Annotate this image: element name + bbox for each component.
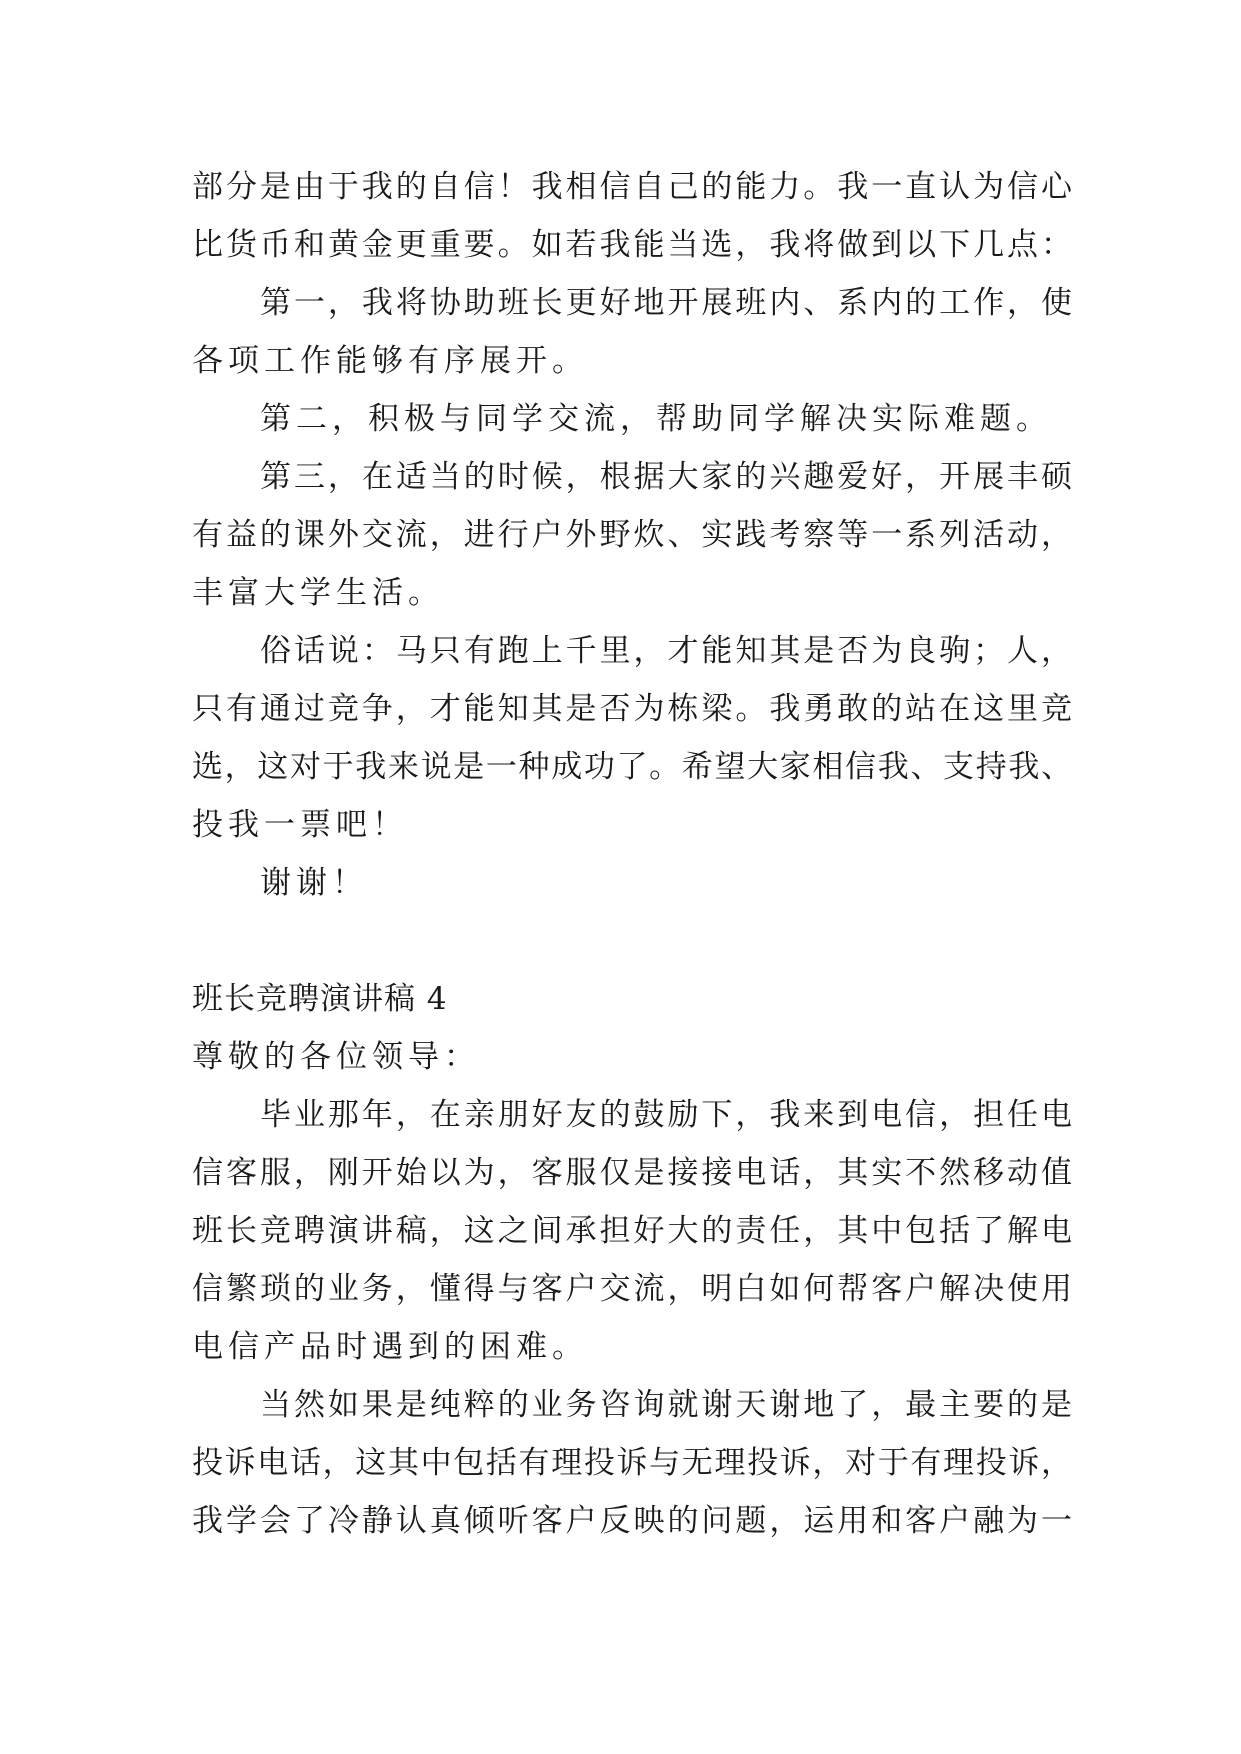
paragraph-self-confidence — [192, 158, 1072, 274]
text-line: 班长竞聘演讲稿，这之间承担好大的责任，其中包括了解电 — [192, 1213, 1072, 1249]
paragraph-complaints — [192, 1376, 1072, 1550]
text-line: 部分是由于我的自信！我相信自己的能力。我一直认为信心 — [192, 169, 1072, 205]
text-line: 选，这对于我来说是一种成功了。希望大家相信我、支持我、 — [192, 749, 1072, 785]
paragraph-job — [192, 1086, 1072, 1376]
text-line: 比货币和黄金更重要。如若我能当选，我将做到以下几点： — [192, 227, 1072, 263]
text-line: 各项工作能够有序展开。 — [192, 343, 588, 379]
document-body — [192, 158, 1072, 1550]
text-line: 信繁琐的业务，懂得与客户交流，明白如何帮客户解决使用 — [192, 1271, 1072, 1307]
text-line: 我学会了冷静认真倾听客户反映的问题，运用和客户融为一 — [192, 1503, 1072, 1539]
text-line: 只有通过竞争，才能知其是否为栋梁。我勇敢的站在这里竞 — [192, 691, 1072, 727]
text-line: 信客服，刚开始以为，客服仅是接接电话，其实不然移动值 — [192, 1155, 1072, 1191]
paragraph-point-3 — [192, 448, 1072, 622]
text-line: 第三，在适当的时候，根据大家的兴趣爱好，开展丰硕 — [260, 459, 1072, 495]
text-line: 有益的课外交流，进行户外野炊、实践考察等一系列活动， — [192, 517, 1072, 553]
text-line: 当然如果是纯粹的业务咨询就谢天谢地了，最主要的是 — [260, 1387, 1072, 1423]
paragraph-point-1 — [192, 274, 1072, 390]
text-line: 谢谢！ — [260, 865, 368, 901]
text-line: 丰富大学生活。 — [192, 575, 444, 611]
text-line: 投我一票吧！ — [192, 807, 408, 843]
text-line: 第一，我将协助班长更好地开展班内、系内的工作，使 — [260, 285, 1072, 321]
text-line: 毕业那年，在亲朋好友的鼓励下，我来到电信，担任电 — [260, 1097, 1072, 1133]
text-line: 投诉电话，这其中包括有理投诉与无理投诉，对于有理投诉， — [192, 1445, 1072, 1481]
paragraph-proverb — [192, 622, 1072, 854]
blank-line — [192, 912, 1072, 970]
section-title: 班长竞聘演讲稿 4 — [192, 981, 448, 1017]
salutation: 尊敬的各位领导： — [192, 1039, 480, 1075]
text-line: 第二，积极与同学交流，帮助同学解决实际难题。 — [260, 401, 1052, 437]
paragraph-point-2 — [192, 390, 1072, 448]
paragraph-thanks — [192, 854, 1072, 912]
text-line: 俗话说：马只有跑上千里，才能知其是否为良驹；人， — [260, 633, 1072, 669]
text-line: 电信产品时遇到的困难。 — [192, 1329, 588, 1365]
